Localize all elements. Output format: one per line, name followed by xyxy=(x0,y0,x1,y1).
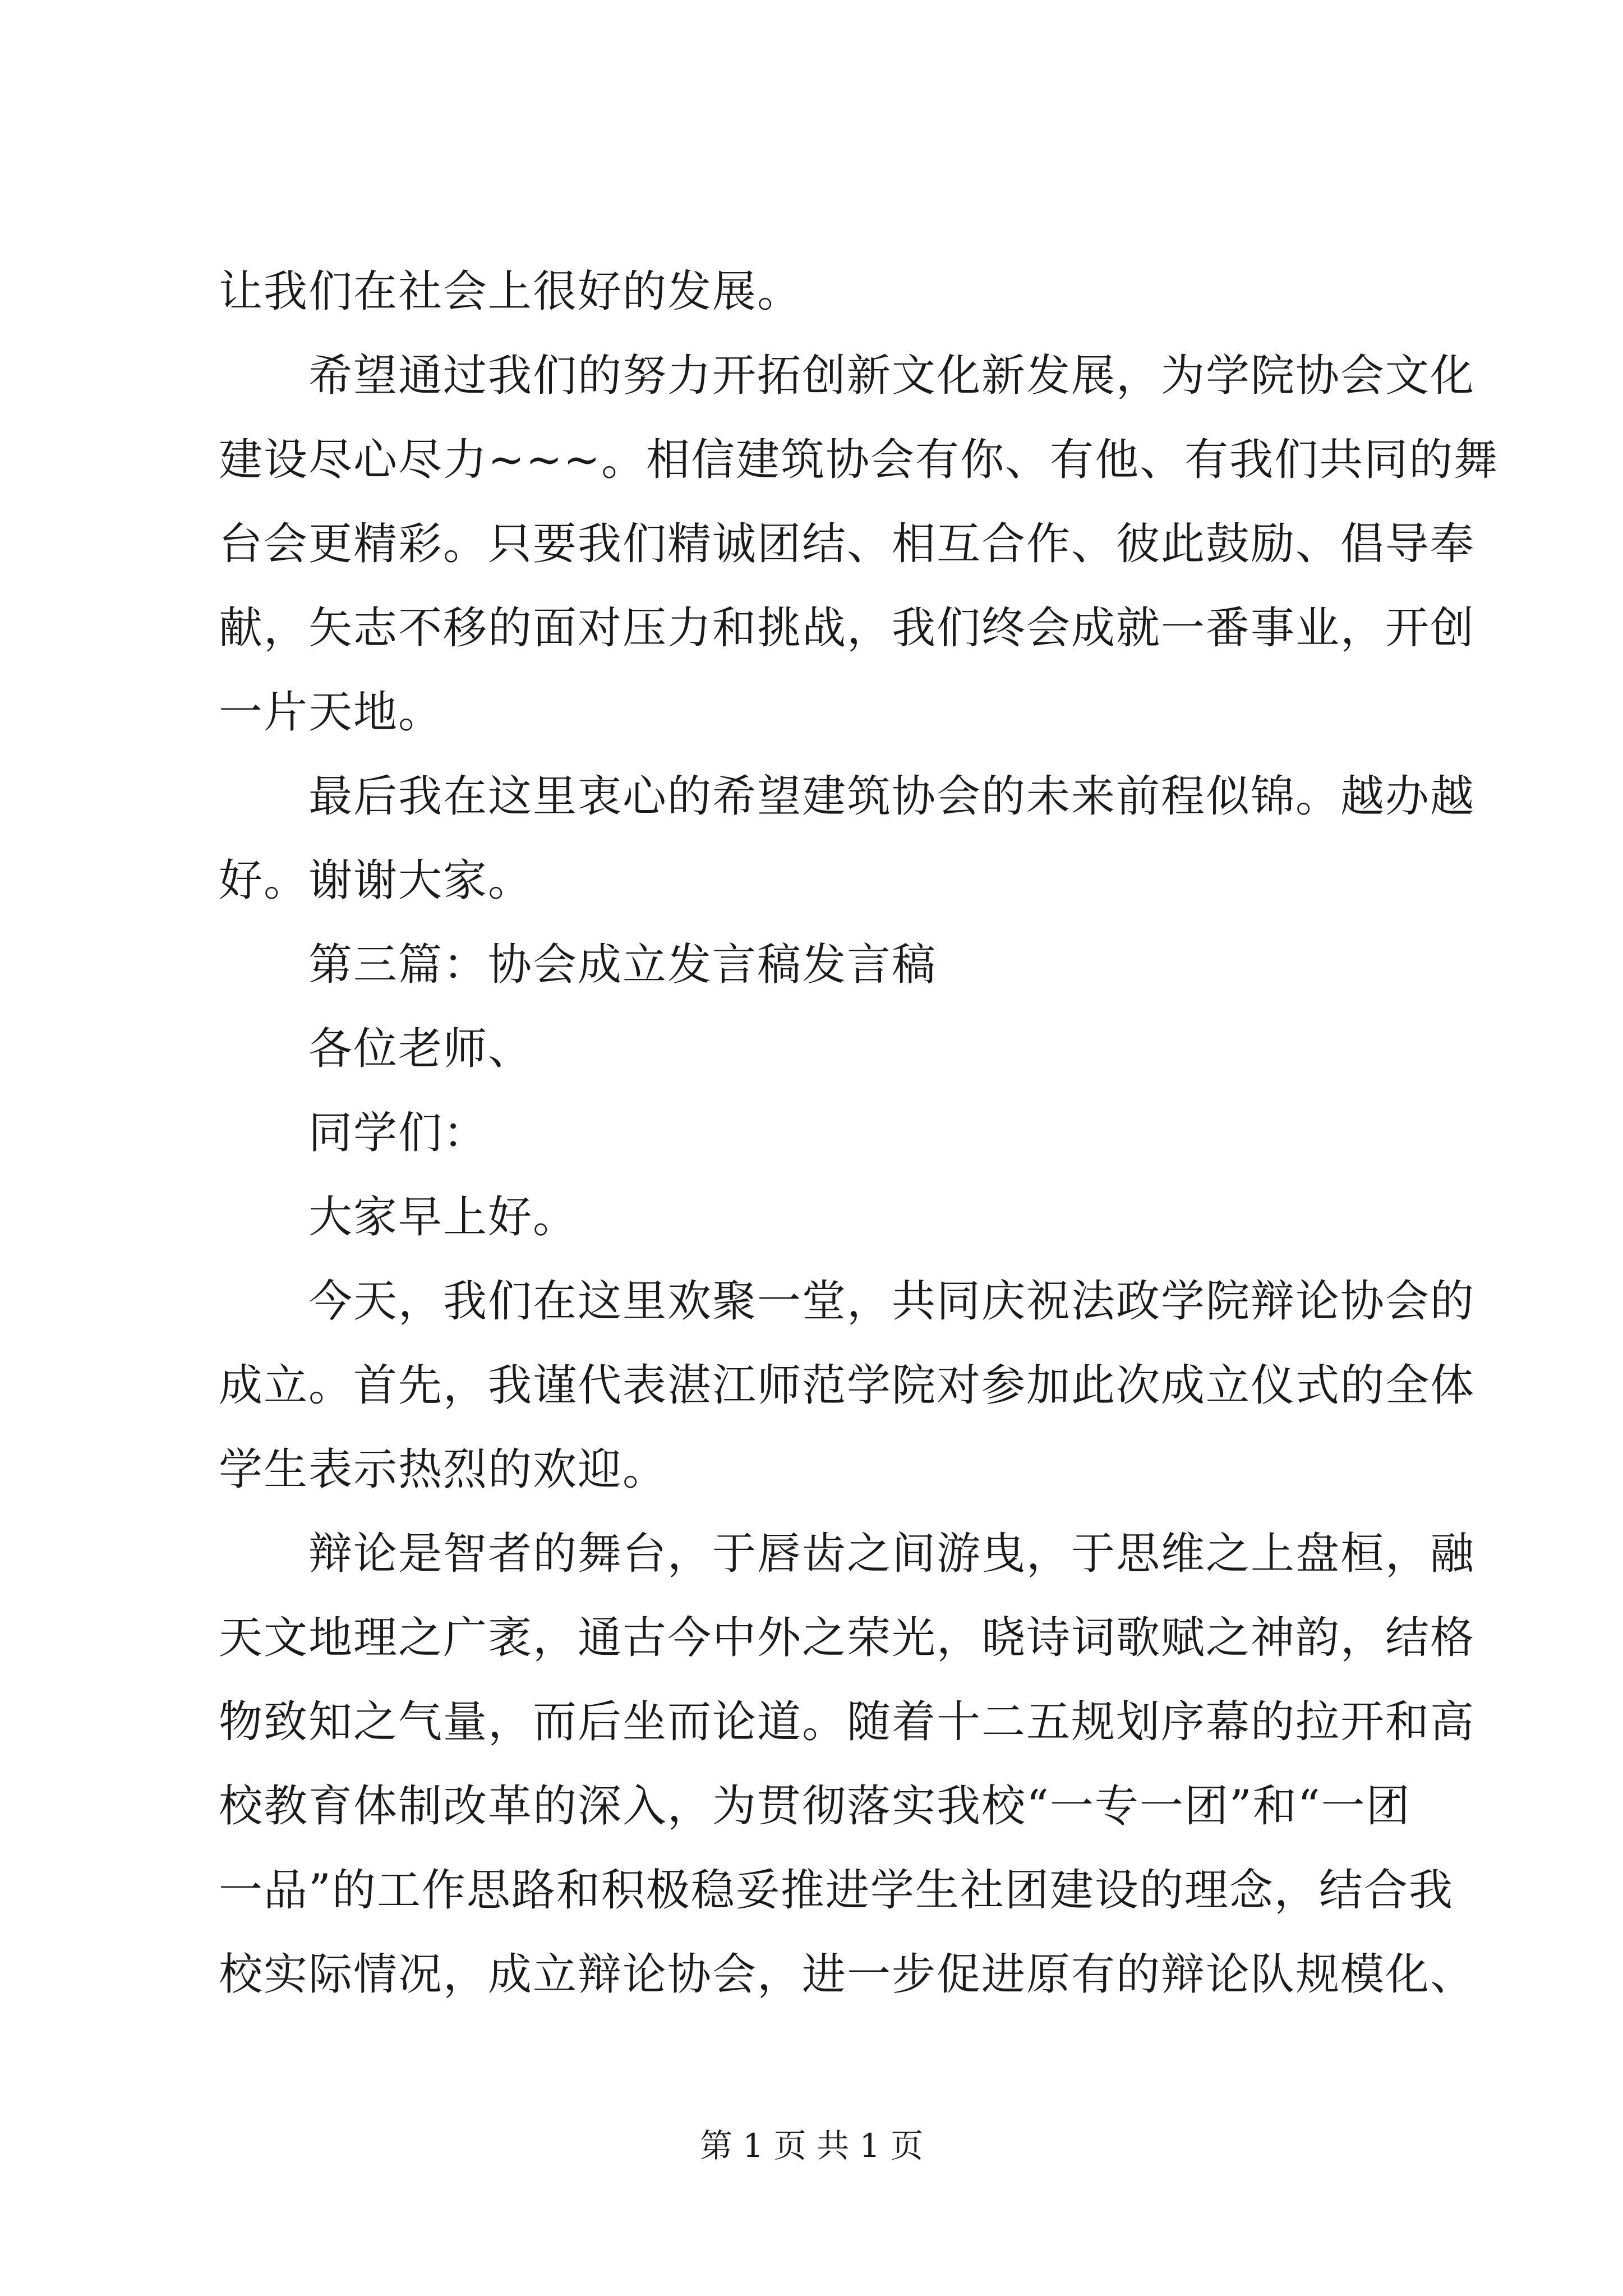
section-heading: 第三篇：协会成立发言稿发言稿 xyxy=(219,940,937,990)
text-line-7: 最后我在这里衷心的希望建筑协会的未来前程似锦。越办越 xyxy=(219,771,1476,822)
text-line-16: 辩论是智者的舞台，于唇齿之间游曳，于思维之上盘桓，融 xyxy=(219,1529,1476,1579)
text-line-14: 成立。首先，我谨代表湛江师范学院对参加此次成立仪式的全体 xyxy=(219,1360,1476,1411)
text-line-15: 学生表示热烈的欢迎。 xyxy=(219,1444,668,1495)
text-line-1: 让我们在社会上很好的发展。 xyxy=(219,266,803,317)
text-line-4: 台会更精彩。只要我们精诚团结、相互合作、彼此鼓励、倡导奉 xyxy=(219,519,1476,569)
text-line-12: 大家早上好。 xyxy=(219,1192,578,1243)
text-line-8: 好。谢谢大家。 xyxy=(219,855,533,906)
text-line-19: 校教育体制改革的深入，为贯彻落实我校“一专一团”和“一团 xyxy=(219,1781,1411,1832)
text-line-11: 同学们： xyxy=(219,1108,488,1158)
text-line-3: 建设尽心尽力~~~。相信建筑协会有你、有他、有我们共同的舞 xyxy=(219,435,1499,485)
text-line-17: 天文地理之广袤，通古今中外之荣光，晓诗词歌赋之神韵，结格 xyxy=(219,1613,1476,1663)
text-line-6: 一片天地。 xyxy=(219,687,444,738)
text-line-13: 今天，我们在这里欢聚一堂，共同庆祝法政学院辩论协会的 xyxy=(219,1276,1476,1327)
text-line-21: 校实际情况，成立辩论协会，进一步促进原有的辩论队规模化、 xyxy=(219,1949,1476,2000)
text-line-10: 各位老师、 xyxy=(219,1024,533,1074)
page-footer: 第 1 页 共 1 页 xyxy=(700,2127,923,2165)
text-line-5: 献，矢志不移的面对压力和挑战，我们终会成就一番事业，开创 xyxy=(219,603,1476,654)
text-line-2: 希望通过我们的努力开拓创新文化新发展，为学院协会文化 xyxy=(219,351,1476,401)
text-line-20: 一品”的工作思路和积极稳妥推进学生社团建设的理念，结合我 xyxy=(219,1865,1454,1916)
text-line-18: 物致知之气量，而后坐而论道。随着十二五规划序幕的拉开和高 xyxy=(219,1697,1476,1747)
